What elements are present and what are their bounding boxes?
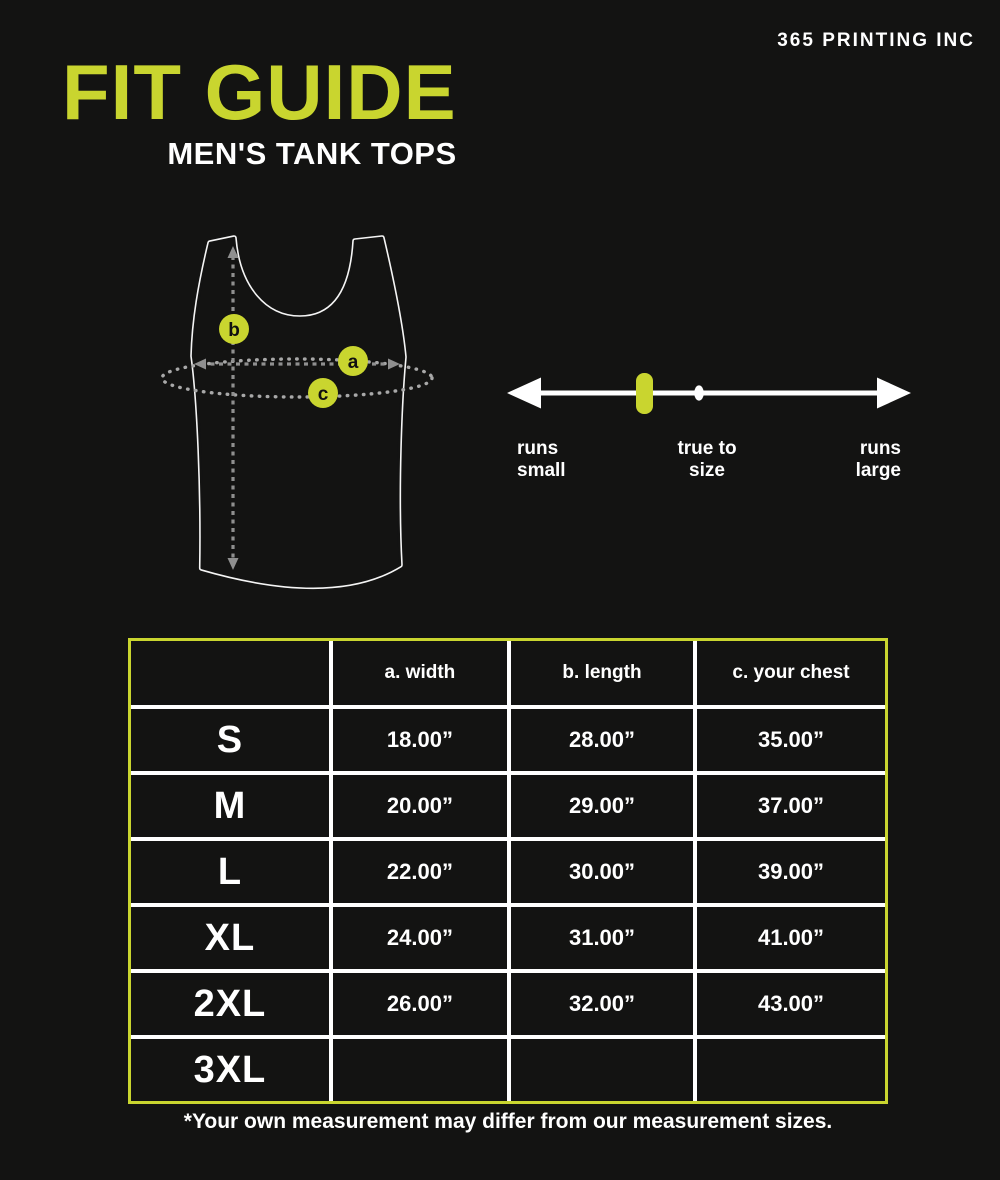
marker-a-label: a [347,352,359,373]
table-cell-length [511,1039,693,1101]
table-header-width: a. width [333,641,507,705]
arrow-left-icon [507,378,541,409]
table-cell-width: 22.00” [333,841,507,903]
table-header-length: b. length [511,641,693,705]
page-title: FIT GUIDE [62,48,457,136]
table-cell-chest: 35.00” [697,709,885,771]
tank-top-diagram [130,210,480,610]
fit-scale-marker[interactable] [636,373,653,414]
table-cell-width [333,1039,507,1101]
size-table [128,638,888,1104]
table-row-size: 3XL [131,1039,329,1101]
arrow-right-icon [877,378,911,409]
label-runs-large-2: large [855,460,901,481]
table-row-size: M [131,775,329,837]
table-cell-width: 24.00” [333,907,507,969]
label-runs-small-2: small [517,460,566,481]
table-cell-length: 31.00” [511,907,693,969]
table-header-chest: c. your chest [697,641,885,705]
table-header-blank [131,641,329,705]
table-row-size: L [131,841,329,903]
marker-c-label: c [317,384,329,405]
label-true-to-size-1: true to [677,438,737,459]
title-block [62,48,457,172]
marker-b-label: b [228,320,240,341]
footnote: *Your own measurement may differ from our measurement sizes. [183,1110,833,1133]
label-runs-large-1: runs [859,438,901,459]
fit-scale-arrow [507,378,911,409]
table-cell-chest: 39.00” [697,841,885,903]
table-row-size: 2XL [131,973,329,1035]
table-cell-length: 28.00” [511,709,693,771]
fit-scale-center-dot [694,385,704,400]
table-cell-width: 20.00” [333,775,507,837]
marker-a [338,346,368,376]
table-row-size: S [131,709,329,771]
table-cell-length: 32.00” [511,973,693,1035]
marker-b [219,314,249,344]
table-cell-width: 18.00” [333,709,507,771]
tank-top-outline [193,238,404,586]
brand-text: 365 PRINTING INC [777,30,975,51]
label-true-to-size-2: size [689,460,725,481]
page-subtitle: MEN'S TANK TOPS [167,135,457,171]
fit-scale [495,365,925,485]
table-cell-chest: 43.00” [697,973,885,1035]
table-cell-length: 29.00” [511,775,693,837]
table-cell-chest: 37.00” [697,775,885,837]
table-cell-chest [697,1039,885,1101]
fit-scale-labels [517,438,901,481]
table-row-size: XL [131,907,329,969]
marker-c [308,378,338,408]
table-cell-chest: 41.00” [697,907,885,969]
table-cell-length: 30.00” [511,841,693,903]
label-runs-small-1: runs [517,438,559,459]
table-cell-width: 26.00” [333,973,507,1035]
